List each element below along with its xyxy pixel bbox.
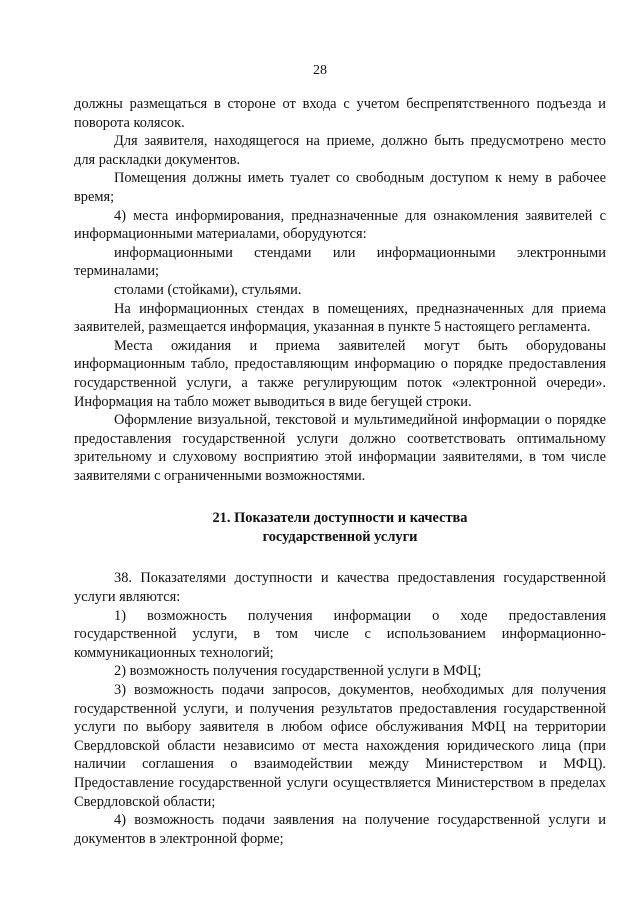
paragraph: должны размещаться в стороне от входа с учетом беспрепятственного подъезда и поворота колясок. (74, 96, 606, 131)
section-heading (74, 509, 606, 547)
page-number: 28 (313, 63, 327, 78)
paragraph: столами (стойками), стульями. (114, 281, 302, 298)
paragraph: Оформление визуальной, текстовой и мультимедийной информации о порядке предоставления государственной услуги должно соответствовать оптимальному зрительному и слуховому восприятию этой информации заявителями, в том числе заявителями с ограниченными возможностями. (74, 412, 606, 484)
paragraphs-bottom (74, 569, 606, 848)
paragraph: 38. Показателями доступности и качества предоставления государственной услуги являются: (74, 570, 606, 606)
paragraph: На информационных стендах в помещениях, предназначенных для приема заявителей, размещается информация, указанная в пункте 5 настоящего регламента. (74, 300, 606, 336)
paragraph: 1) возможность получения информации о ходе предоставления государственной услуги, в том числе с использованием информационно-коммуникационных технологий; (74, 607, 606, 661)
paragraph: 2) возможность получения государственной услуги в МФЦ; (114, 663, 482, 680)
document-body (74, 95, 606, 848)
paragraph: Помещения должны иметь туалет со свободным доступом к нему в рабочее время; (74, 170, 606, 205)
paragraph: 3) возможность подачи запросов, документов, необходимых для получения государственной услуги, и получения результатов предоставления государственной услуги по выбору заявителя в любом офисе обслуживания МФЦ на территории Свердловской области независимо от места нахождения юридического лица (при наличии соглашения о взаимодействии между Министерством и МФЦ). Предоставление государственной услуги осуществляется Министерством в пределах Свердловской области; (74, 682, 606, 810)
paragraph: информационными стендами или информационными электронными терминалами; (74, 244, 606, 280)
section-heading-line-1: 21. Показатели доступности и качества (212, 510, 468, 527)
section-heading-line-2: государственной услуги (262, 529, 418, 546)
paragraph: Для заявителя, находящегося на приеме, должно быть предусмотрено место для раскладки документов. (74, 133, 606, 168)
paragraph: 4) места информирования, предназначенные для ознакомления заявителей с информационными материалами, оборудуются: (74, 207, 606, 243)
paragraph: Места ожидания и приема заявителей могут быть оборудованы информационным табло, предоставляющим информацию о порядке предоставления государственной услуги, а также регулирующим поток «электронной очереди». Информация на табло может выводиться в виде бегущей строки. (74, 337, 606, 410)
paragraph: 4) возможность подачи заявления на получение государственной услуги и документов в электронной форме; (74, 812, 606, 847)
paragraphs-top (74, 95, 606, 485)
